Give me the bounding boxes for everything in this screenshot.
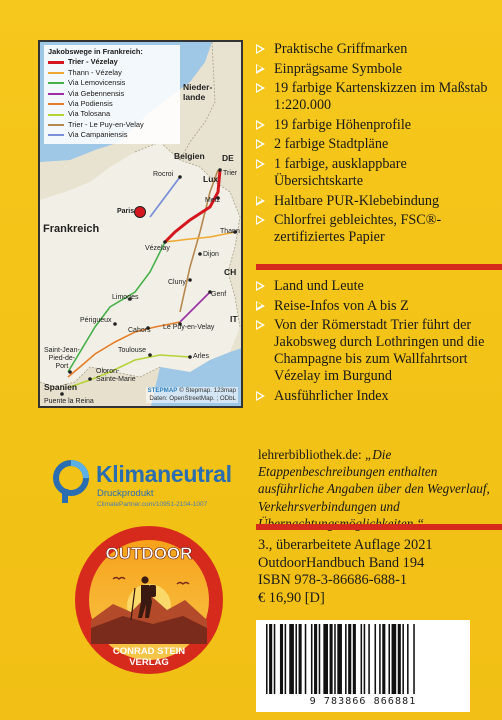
legend-item — [48, 99, 176, 109]
bullet-item — [256, 193, 496, 210]
badge-top-text: OUTDOOR — [105, 544, 193, 563]
bullet-item — [256, 80, 496, 114]
barcode-bar — [330, 624, 333, 694]
triangle-bullet-icon — [256, 120, 265, 130]
legend-swatch — [48, 93, 64, 95]
barcode-bar — [337, 624, 342, 694]
barcode-bar — [413, 624, 415, 694]
barcode-bar — [345, 624, 347, 694]
bullet-item — [256, 61, 496, 78]
barcode-bar — [368, 624, 370, 694]
content-list — [256, 278, 488, 407]
barcode-bar — [274, 624, 276, 694]
barcode-digits: 9 783866 866881 — [309, 696, 417, 707]
triangle-bullet-icon — [256, 64, 265, 74]
triangle-bullet-icon — [256, 301, 265, 311]
badge-bottom-text-2: VERLAG — [129, 657, 169, 668]
legend-item — [48, 78, 176, 88]
bullet-text: Land und Leute — [274, 278, 364, 294]
legend-label: Via Gebennensis — [68, 88, 125, 98]
map-credit — [146, 387, 239, 403]
label-it: IT — [230, 314, 238, 324]
isbn: ISBN 978-3-86686-688-1 — [258, 572, 408, 589]
legend-swatch — [48, 134, 64, 136]
badge-bottom-text-1: CONRAD STEIN — [112, 646, 186, 657]
isbn-barcode — [256, 620, 470, 712]
overview-map — [38, 40, 243, 408]
legend-item — [48, 89, 176, 99]
review-source: lehrerbibliothek.de: — [258, 447, 362, 462]
legend-label: Via Tolosana — [68, 109, 111, 119]
legend-swatch — [48, 61, 64, 64]
triangle-bullet-icon — [256, 391, 265, 401]
paris-marker — [135, 207, 146, 218]
barcode-bar — [269, 624, 272, 694]
label-perigueux: Périgueux — [80, 317, 112, 324]
triangle-bullet-icon — [256, 83, 265, 93]
legend-label: Via Lemovicensis — [68, 78, 126, 88]
series: OutdoorHandbuch Band 194 — [258, 554, 425, 571]
bullet-item — [256, 298, 488, 315]
bullet-item — [256, 156, 496, 190]
edition: 3., überarbeitete Auflage 2021 — [258, 537, 433, 553]
barcode-bar — [388, 624, 390, 694]
bullet-item — [256, 278, 488, 295]
legend-item — [48, 68, 176, 78]
label-paris: Paris — [117, 208, 135, 215]
klima-subtitle: Druckprodukt — [97, 488, 154, 499]
label-puente: Puente la Reina — [44, 398, 94, 405]
label-limoges: Limoges — [112, 294, 139, 301]
label-cahors: Cahors — [128, 327, 151, 334]
triangle-bullet-icon — [256, 196, 265, 206]
legend-label: Via Campaniensis — [68, 130, 128, 140]
legend-swatch — [48, 114, 64, 116]
label-de: DE — [222, 153, 234, 163]
legend-label: Via Podiensis — [68, 99, 113, 109]
bullet-text: Ausführlicher Index — [274, 387, 389, 404]
triangle-bullet-icon — [256, 215, 265, 225]
features-list — [256, 41, 496, 249]
barcode-bar — [361, 624, 363, 694]
bullet-text: 19 farbige Kartenskizzen im Maßstab 1:220.000 — [274, 80, 488, 114]
bullet-text: Reise-Infos von A bis Z — [274, 297, 409, 314]
barcode-bar — [314, 624, 317, 694]
barcode-bar — [382, 624, 385, 694]
klimaneutral-logo — [52, 457, 252, 507]
bullet-item — [256, 388, 488, 405]
barcode-bar — [266, 624, 268, 694]
bullet-text: Einprägsame Symbole — [274, 60, 403, 77]
label-arles: Arles — [193, 353, 209, 360]
bullet-text: 2 farbige Stadtpläne — [274, 136, 389, 153]
barcode-bar — [299, 624, 302, 694]
book-info — [258, 537, 433, 607]
barcode-bar — [348, 624, 351, 694]
legend-item — [48, 109, 176, 119]
barcode-bar — [398, 624, 401, 694]
label-dijon: Dijon — [203, 251, 219, 258]
label-frankreich: Frankreich — [43, 223, 100, 235]
barcode-bar — [305, 624, 307, 694]
label-belgien: Belgien — [174, 151, 205, 161]
red-divider-top — [256, 264, 502, 270]
barcode-bar — [364, 624, 366, 694]
label-metz: Metz — [205, 197, 221, 204]
triangle-bullet-icon — [256, 44, 265, 54]
label-toulouse: Toulouse — [118, 347, 147, 354]
legend-swatch — [48, 124, 64, 126]
legend-item — [48, 130, 176, 140]
label-oloron: Oloron- Sainte-Marie — [96, 368, 136, 383]
red-divider-bottom — [256, 524, 502, 530]
bullet-text: 19 farbige Höhenprofile — [274, 116, 412, 133]
bullet-text: 1 farbige, ausklappbare Übersichtskarte — [274, 155, 407, 189]
barcode-bar — [280, 624, 283, 694]
triangle-bullet-icon — [256, 159, 265, 169]
klima-title: Klimaneutral — [96, 461, 232, 487]
legend-item — [48, 120, 176, 130]
stepmap-brand: STEPMAP — [147, 387, 178, 394]
barcode-bar — [375, 624, 377, 694]
bullet-text: Von der Römerstadt Trier führt der Jakobsweg durch Lothringen und die Champagne bis zum Wallfahrtsort Vézelay im Burgund — [274, 317, 485, 385]
barcode-bar — [334, 624, 336, 694]
legend-title: Jakobswege in Frankreich: — [48, 47, 143, 56]
legend-swatch — [48, 72, 64, 74]
credit-line1: © Stepmap. 123map — [179, 387, 236, 394]
bullet-text: Praktische Griffmarken — [274, 41, 408, 57]
barcode-bar — [319, 624, 321, 694]
legend-rows — [48, 57, 176, 140]
legend-item — [48, 57, 176, 67]
triangle-bullet-icon — [256, 139, 265, 149]
label-rocroi: Rocroi — [153, 171, 174, 178]
bullet-item — [256, 41, 496, 58]
label-lepuy: Le Puy-en-Velay — [163, 324, 215, 331]
review-quote — [258, 446, 498, 532]
legend-swatch — [48, 82, 64, 84]
label-niederlande: Nieder- lande — [183, 82, 213, 102]
bullet-item — [256, 136, 496, 153]
climate-partner-icon — [52, 459, 94, 505]
legend-label: Trier - Le Puy-en-Velay — [68, 119, 144, 129]
barcode-bar — [289, 624, 294, 694]
barcode-bar — [402, 624, 404, 694]
label-genf: Genf — [211, 291, 227, 298]
bullet-item — [256, 117, 496, 134]
klima-url: ClimatePartner.com/10951-2104-1007 — [97, 501, 208, 508]
triangle-bullet-icon — [256, 281, 265, 291]
price: € 16,90 [D] — [258, 589, 325, 606]
label-thann: Thann — [220, 228, 240, 235]
barcode-bar — [285, 624, 287, 694]
legend-label: Thann - Vézelay — [68, 67, 122, 77]
outdoor-badge — [73, 524, 225, 676]
bullet-text: Chlorfrei gebleichtes, FSC®-zertifiziertes Papier — [274, 212, 442, 246]
barcode-bar — [353, 624, 356, 694]
bullet-item — [256, 212, 496, 246]
legend-label: Trier - Vézelay — [68, 57, 118, 67]
label-cluny: Cluny — [168, 279, 186, 286]
legend-swatch — [48, 103, 64, 105]
label-trier: Trier — [223, 170, 238, 177]
barcode-bar — [295, 624, 297, 694]
barcode-bar — [379, 624, 381, 694]
label-spanien: Spanien — [44, 382, 78, 392]
barcode-bar — [323, 624, 328, 694]
bullet-item — [256, 317, 488, 385]
credit-line2: Daten: OpenStreetMap. ; ODbL — [149, 395, 236, 402]
label-vezelay: Vézelay — [145, 245, 170, 252]
barcode-bar — [311, 624, 313, 694]
barcode-bar — [392, 624, 397, 694]
triangle-bullet-icon — [256, 320, 265, 330]
review-text: „Die Etappenbeschreibungen enthalten ausführliche Angaben über den Wegverlauf, Verkehrsverbindungen und — [258, 447, 490, 514]
label-saintjean: Saint-Jean- Pied-de- Port — [44, 347, 80, 370]
label-ch: CH — [224, 267, 237, 277]
barcode-bar — [407, 624, 409, 694]
map-legend — [44, 45, 180, 144]
barcode-bars — [266, 624, 462, 694]
bullet-text: Haltbare PUR-Klebebindung — [274, 192, 440, 209]
label-lux: Lux — [203, 174, 219, 184]
